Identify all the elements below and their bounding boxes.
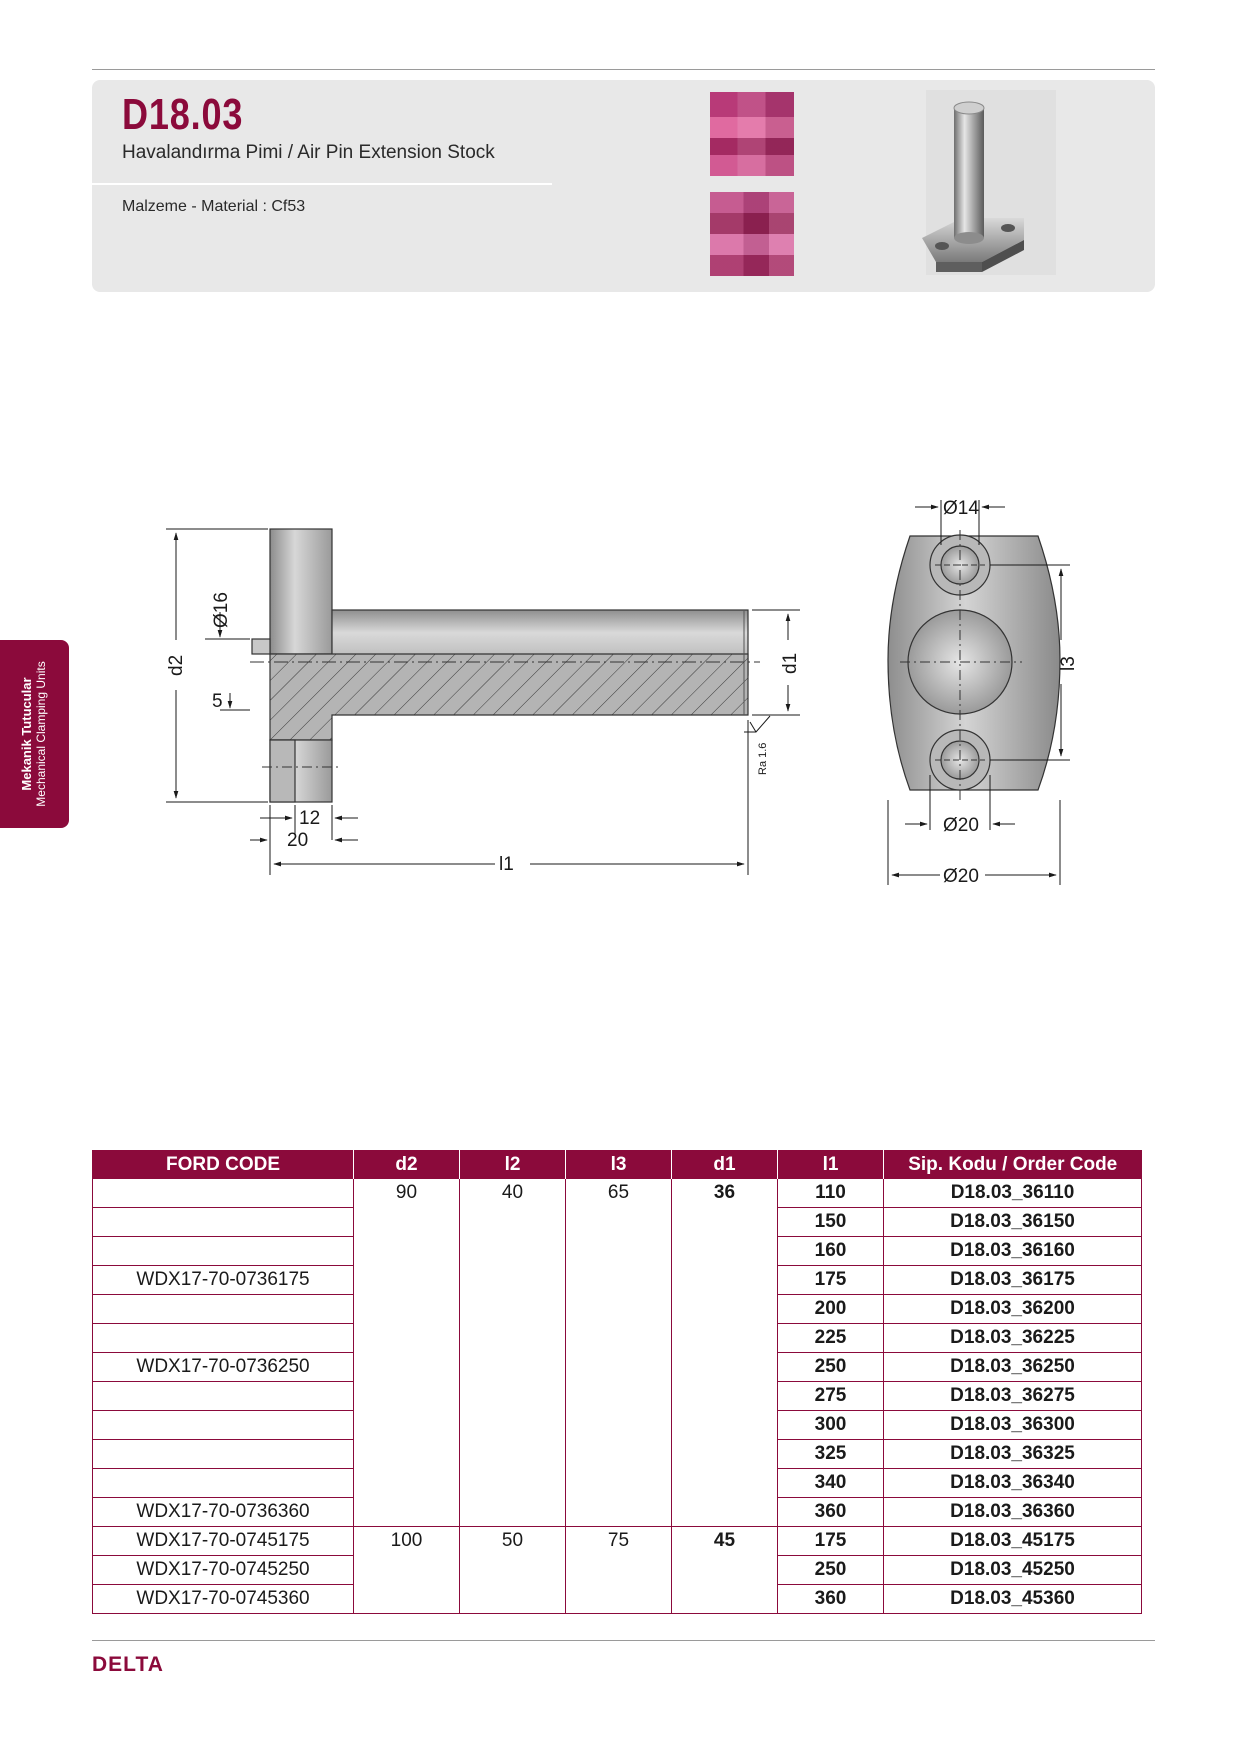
l1-label: l1 [499, 854, 514, 875]
order-code-cell: D18.03_36360 [884, 1498, 1142, 1527]
l3-label: l3 [1058, 656, 1079, 671]
product-code: D18.03 [122, 90, 244, 139]
ford-code-cell [93, 1440, 354, 1469]
delta-logo: DELTA [92, 1653, 164, 1676]
d1-cell: 45 [672, 1527, 778, 1614]
ford-code-cell: WDX17-70-0745175 [93, 1527, 354, 1556]
l1-cell: 225 [778, 1324, 884, 1353]
order-code-cell: D18.03_36250 [884, 1353, 1142, 1382]
d16-label: Ø16 [211, 592, 232, 628]
l1-cell: 300 [778, 1411, 884, 1440]
l2-cell: 40 [460, 1179, 566, 1527]
l3-cell: 75 [566, 1527, 672, 1614]
order-code-cell: D18.03_45250 [884, 1556, 1142, 1585]
table-header-row [93, 1150, 1142, 1179]
col-d1: d1 [672, 1150, 778, 1179]
ford-code-cell [93, 1295, 354, 1324]
material-label: Malzeme - Material : Cf53 [122, 198, 306, 215]
col-order-code: Sip. Kodu / Order Code [884, 1150, 1142, 1179]
order-code-cell: D18.03_36225 [884, 1324, 1142, 1353]
twelve-label: 12 [299, 808, 321, 829]
l1-cell: 110 [778, 1179, 884, 1208]
table-row [93, 1527, 1142, 1556]
bottom-rule [92, 1640, 1155, 1641]
table-row [93, 1179, 1142, 1208]
ford-code-cell [93, 1208, 354, 1237]
l1-cell: 360 [778, 1498, 884, 1527]
order-code-cell: D18.03_36160 [884, 1237, 1142, 1266]
d14-label: Ø14 [943, 498, 979, 519]
order-code-cell: D18.03_36275 [884, 1382, 1142, 1411]
order-code-cell: D18.03_36200 [884, 1295, 1142, 1324]
order-code-cell: D18.03_36150 [884, 1208, 1142, 1237]
twenty-label: 20 [287, 830, 309, 851]
ra-label: Ra 1.6 [757, 742, 769, 775]
product-title: Havalandırma Pimi / Air Pin Extension Stock [122, 142, 495, 163]
order-code-cell: D18.03_36340 [884, 1469, 1142, 1498]
order-code-cell: D18.03_45175 [884, 1527, 1142, 1556]
section-tab-label: Mekanik Tutucular Mechanical Clamping Units [19, 661, 48, 807]
l1-cell: 250 [778, 1556, 884, 1585]
l1-cell: 250 [778, 1353, 884, 1382]
col-l1: l1 [778, 1150, 884, 1179]
order-code-cell: D18.03_45360 [884, 1585, 1142, 1614]
col-l2: l2 [460, 1150, 566, 1179]
ford-code-cell [93, 1469, 354, 1498]
l1-cell: 360 [778, 1585, 884, 1614]
col-l3: l3 [566, 1150, 672, 1179]
ford-code-cell: WDX17-70-0736175 [93, 1266, 354, 1295]
l1-cell: 325 [778, 1440, 884, 1469]
order-code-cell: D18.03_36175 [884, 1266, 1142, 1295]
l1-cell: 275 [778, 1382, 884, 1411]
d20-outer-label: Ø20 [943, 866, 979, 887]
l1-cell: 340 [778, 1469, 884, 1498]
ford-code-cell [93, 1411, 354, 1440]
l1-cell: 200 [778, 1295, 884, 1324]
l1-cell: 175 [778, 1266, 884, 1295]
order-code-cell: D18.03_36325 [884, 1440, 1142, 1469]
ford-code-cell [93, 1237, 354, 1266]
d20-inner-label: Ø20 [943, 815, 979, 836]
ford-code-cell [93, 1324, 354, 1353]
ford-code-cell: WDX17-70-0745250 [93, 1556, 354, 1585]
d1-label: d1 [780, 652, 801, 674]
d2-cell: 100 [354, 1527, 460, 1614]
ford-code-cell: WDX17-70-0736250 [93, 1353, 354, 1382]
ford-code-cell: WDX17-70-0745360 [93, 1585, 354, 1614]
l1-cell: 175 [778, 1527, 884, 1556]
order-code-cell: D18.03_36110 [884, 1179, 1142, 1208]
l2-cell: 50 [460, 1527, 566, 1614]
l1-cell: 160 [778, 1237, 884, 1266]
l3-cell: 65 [566, 1179, 672, 1527]
dimension-table [92, 1150, 1142, 1614]
ford-code-cell [93, 1179, 354, 1208]
d2-label: d2 [166, 654, 187, 676]
order-code-cell: D18.03_36300 [884, 1411, 1142, 1440]
five-label: 5 [212, 691, 223, 712]
col-d2: d2 [354, 1150, 460, 1179]
col-ford-code: FORD CODE [93, 1150, 354, 1179]
front-view [250, 529, 760, 802]
ford-code-cell: WDX17-70-0736360 [93, 1498, 354, 1527]
ford-code-cell [93, 1382, 354, 1411]
d1-cell: 36 [672, 1179, 778, 1527]
d2-cell: 90 [354, 1179, 460, 1527]
l1-cell: 150 [778, 1208, 884, 1237]
